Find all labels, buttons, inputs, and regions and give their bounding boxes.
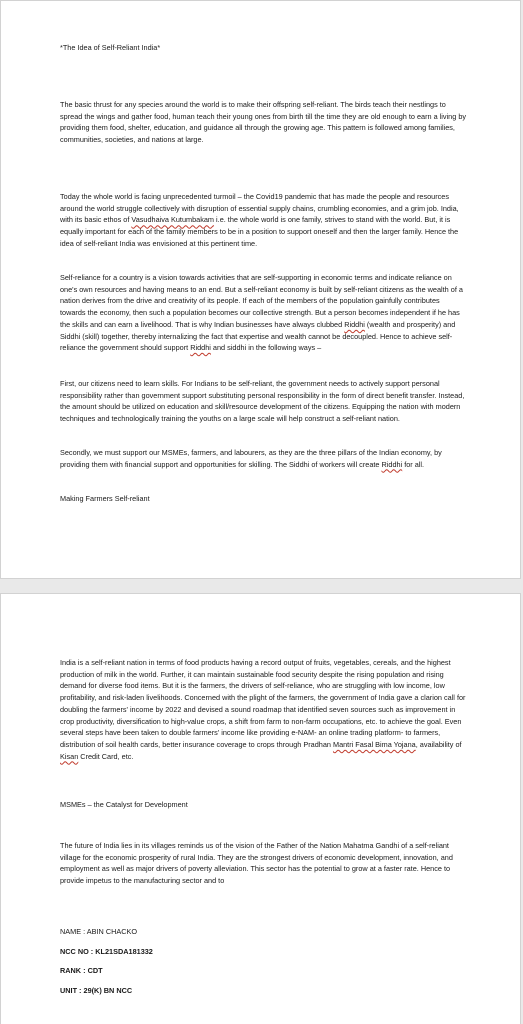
paragraph-text: India is a self-reliant nation in terms of food products having a record output of fruits, vegetables, cereals, and the highest production of milk in the world. Further, it can maintain sustainable food security despite the rising population and rising demand for diverse food items. But it is the farmers, the drivers of self-reliance, who are struggling with low income, low profitability, and risk-laden livelihoods. Concerned with the plight of the farmers, the government of India gave a clarion call for doubling the farmers' income by 2022 and devised a sound roadmap that identified seven sources such as improvement in crop productivity, diversification to high-value crops, a shift from farm to non-farm occupations, etc. to achieve the goal. Even several steps have been taken to double farmers' income like providing e-NAM- an online trading platform- to farmers, distribution of soil health cards, better insurance coverage to crops through Pradhan — [60, 658, 466, 749]
spellcheck-term: Riddhi — [190, 343, 211, 353]
spellcheck-term: Riddhi — [381, 459, 403, 469]
signature-name: NAME : ABIN CHACKO — [60, 927, 138, 936]
spellcheck-term: Mantri Fasal Bima Yojana — [332, 739, 416, 749]
paragraph-farmers — [60, 657, 467, 762]
document-title: *The Idea of Self-Reliant India* — [60, 43, 161, 52]
paragraph-text: i.e. the whole world is one family, strives to stand with the world. But, it is equally important for each of the family members to be in a position to support oneself and then the larger family. Hence the idea of self-reliant India was envisioned at this pertinent time. — [60, 215, 459, 248]
signature-unit: UNIT : 29(K) BN NCC — [60, 986, 133, 995]
paragraph-text: Today the whole world is facing unprecedented turmoil – the Covid19 pandemic that has made the people and resources around the world struggle collectively with disruption of essential supply chains, crumbling economies, and a grim job. India, with its basic ethos of — [60, 192, 459, 225]
heading-farmers: Making Farmers Self-reliant — [60, 494, 150, 503]
paragraph-text: Credit Card, etc. — [78, 751, 134, 761]
paragraph-text: (wealth and prosperity) and Siddhi (skill) together, thereby internalizing the fact that expertise and wealth cannot be decoupled. Hence to achieve self-reliance the government should support — [60, 319, 456, 353]
paragraph-skills: First, our citizens need to learn skills. For Indians to be self-reliant, the government needs to actively support personal responsibility rather than government support substituting personal responsibility in the form of direct benefit transfer. Instead, the amount should be utilized on education and skill/resource development of the citizens. Equipping the nation with modern techniques and technologically training the youths on a large scale will help construct a self-reliant nation. — [60, 379, 465, 424]
spellcheck-term: Kisan — [60, 751, 79, 761]
paragraph-self-reliance — [60, 272, 467, 354]
paragraph-text: Secondly, we must support our MSMEs, farmers, and labourers, as they are the three pillars of the Indian economy, by providing them with financial support and opportunities for skilling. The Siddhi of workers will create — [60, 448, 442, 469]
paragraph-text: Self-reliance for a country is a vision towards activities that are self-supporting in economic terms and indicate reliance on one's own resources and having means to an end. But a self-reliant economy is built by self-reliant citizens as the wealth of a nation derives from the drive and creativity of its people. If each of the members of the population gainfully contributes towards the economy, then such a population becomes our collective strength. But a person becomes independent if he has the skills and can earn a livelihood. That is why Indian businesses have always clubbed — [60, 273, 463, 329]
paragraph-text: and siddhi in the following ways – — [210, 343, 322, 353]
heading-msme: MSMEs – the Catalyst for Development — [60, 800, 188, 809]
paragraph-villages: The future of India lies in its villages reminds us of the vision of the Father of the Nation Mahatma Gandhi of a self-reliant village for the economic prosperity of rural India. They are the strongest drivers of economic development, innovation, and employment as well as major drivers of poverty alleviation. This sector has the potential to grow at a faster rate. Hence to provide impetus to the manufacturing sector and to — [60, 841, 453, 886]
signature-rank: RANK : CDT — [60, 966, 103, 975]
signature-ncc-number: NCC NO : KL21SDA181332 — [60, 947, 153, 956]
spellcheck-term: Vasudhaiva Kutumbakam — [131, 215, 215, 225]
paragraph-covid — [60, 191, 467, 250]
page-gap — [0, 579, 523, 593]
paragraph-text: for all. — [402, 459, 425, 469]
paragraph-text: , availability of — [415, 739, 462, 749]
paragraph-intro: The basic thrust for any species around the world is to make their offspring self-reliant. The birds teach their nestlings to spread the wings and gather food, human teach their young ones from birth till the time they are old enough to earn a living by providing them food, shelter, education, and guidance all through the growing age. This pattern is followed among families, communities, societies, and nations at large. — [60, 100, 467, 145]
spellcheck-term: Riddhi — [344, 319, 365, 329]
paragraph-msme-support — [60, 447, 467, 470]
